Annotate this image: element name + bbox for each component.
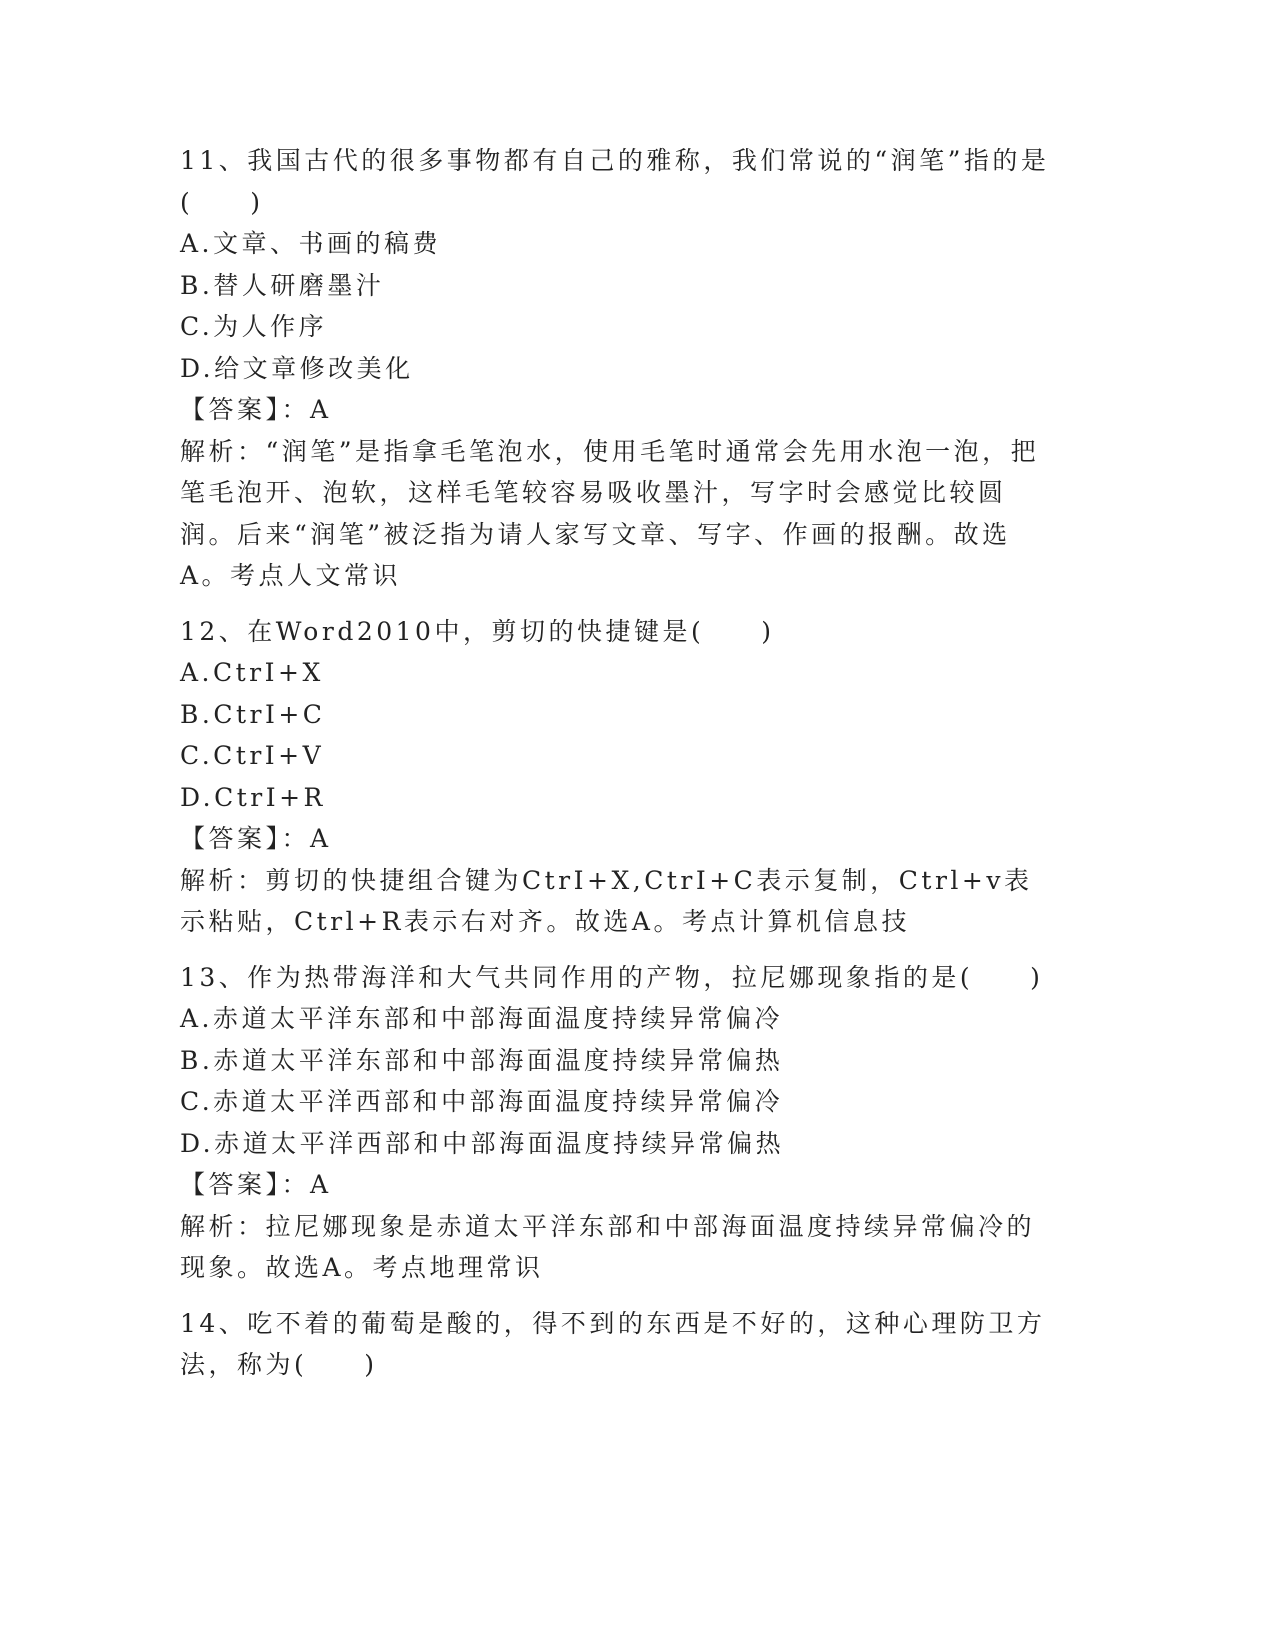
- option-a: A.CtrI+X: [180, 658, 324, 687]
- answer-line: 【答案】：A: [180, 1170, 332, 1199]
- analysis-text: 解析：剪切的快捷组合键为CtrI+X,CtrI+C表示复制，Ctrl+v表示粘贴，Ctrl+R表示右对齐。故选A。考点计算机信息技: [180, 865, 1033, 936]
- question-stem: 12、在Word2010中，剪切的快捷键是( ): [180, 616, 775, 646]
- option-d: D.赤道太平洋西部和中部海面温度持续异常偏热: [180, 1128, 785, 1158]
- option-b: B.赤道太平洋东部和中部海面温度持续异常偏热: [180, 1045, 784, 1075]
- question-12: [180, 611, 1060, 943]
- answer-line: 【答案】：A: [180, 395, 332, 424]
- question-11: [180, 140, 1060, 597]
- analysis-text: 解析：拉尼娜现象是赤道太平洋东部和中部海面温度持续异常偏冷的现象。故选A。考点地理常识: [180, 1211, 1036, 1282]
- analysis-text: 解析：“润笔”是指拿毛笔泡水，使用毛笔时通常会先用水泡一泡，把笔毛泡开、泡软，这样毛笔较容易吸收墨汁，写字时会感觉比较圆润。后来“润笔”被泛指为请人家写文章、写字、作画的报酬。故选A。考点人文常识: [180, 436, 1040, 590]
- question-14: [180, 1303, 1060, 1386]
- option-a: A.赤道太平洋东部和中部海面温度持续异常偏冷: [180, 1004, 784, 1033]
- option-a: A.文章、书画的稿费: [180, 229, 442, 258]
- option-b: B.CtrI+C: [180, 699, 326, 729]
- document-page: [180, 140, 1060, 1400]
- option-c: C.为人作序: [180, 312, 328, 341]
- question-stem: 13、作为热带海洋和大气共同作用的产物，拉尼娜现象指的是( ): [180, 962, 1044, 992]
- question-13: [180, 957, 1060, 1289]
- question-stem: 14、吃不着的葡萄是酸的，得不到的东西是不好的，这种心理防卫方法，称为( ): [180, 1308, 1046, 1379]
- option-d: D.给文章修改美化: [180, 353, 414, 383]
- option-d: D.CtrI+R: [180, 782, 326, 812]
- option-c: C.CtrI+V: [180, 741, 325, 770]
- answer-line: 【答案】：A: [180, 824, 332, 853]
- option-b: B.替人研磨墨汁: [180, 270, 385, 300]
- option-c: C.赤道太平洋西部和中部海面温度持续异常偏冷: [180, 1087, 784, 1116]
- question-stem: 11、我国古代的很多事物都有自己的雅称，我们常说的“润笔”指的是( ): [180, 146, 1050, 217]
